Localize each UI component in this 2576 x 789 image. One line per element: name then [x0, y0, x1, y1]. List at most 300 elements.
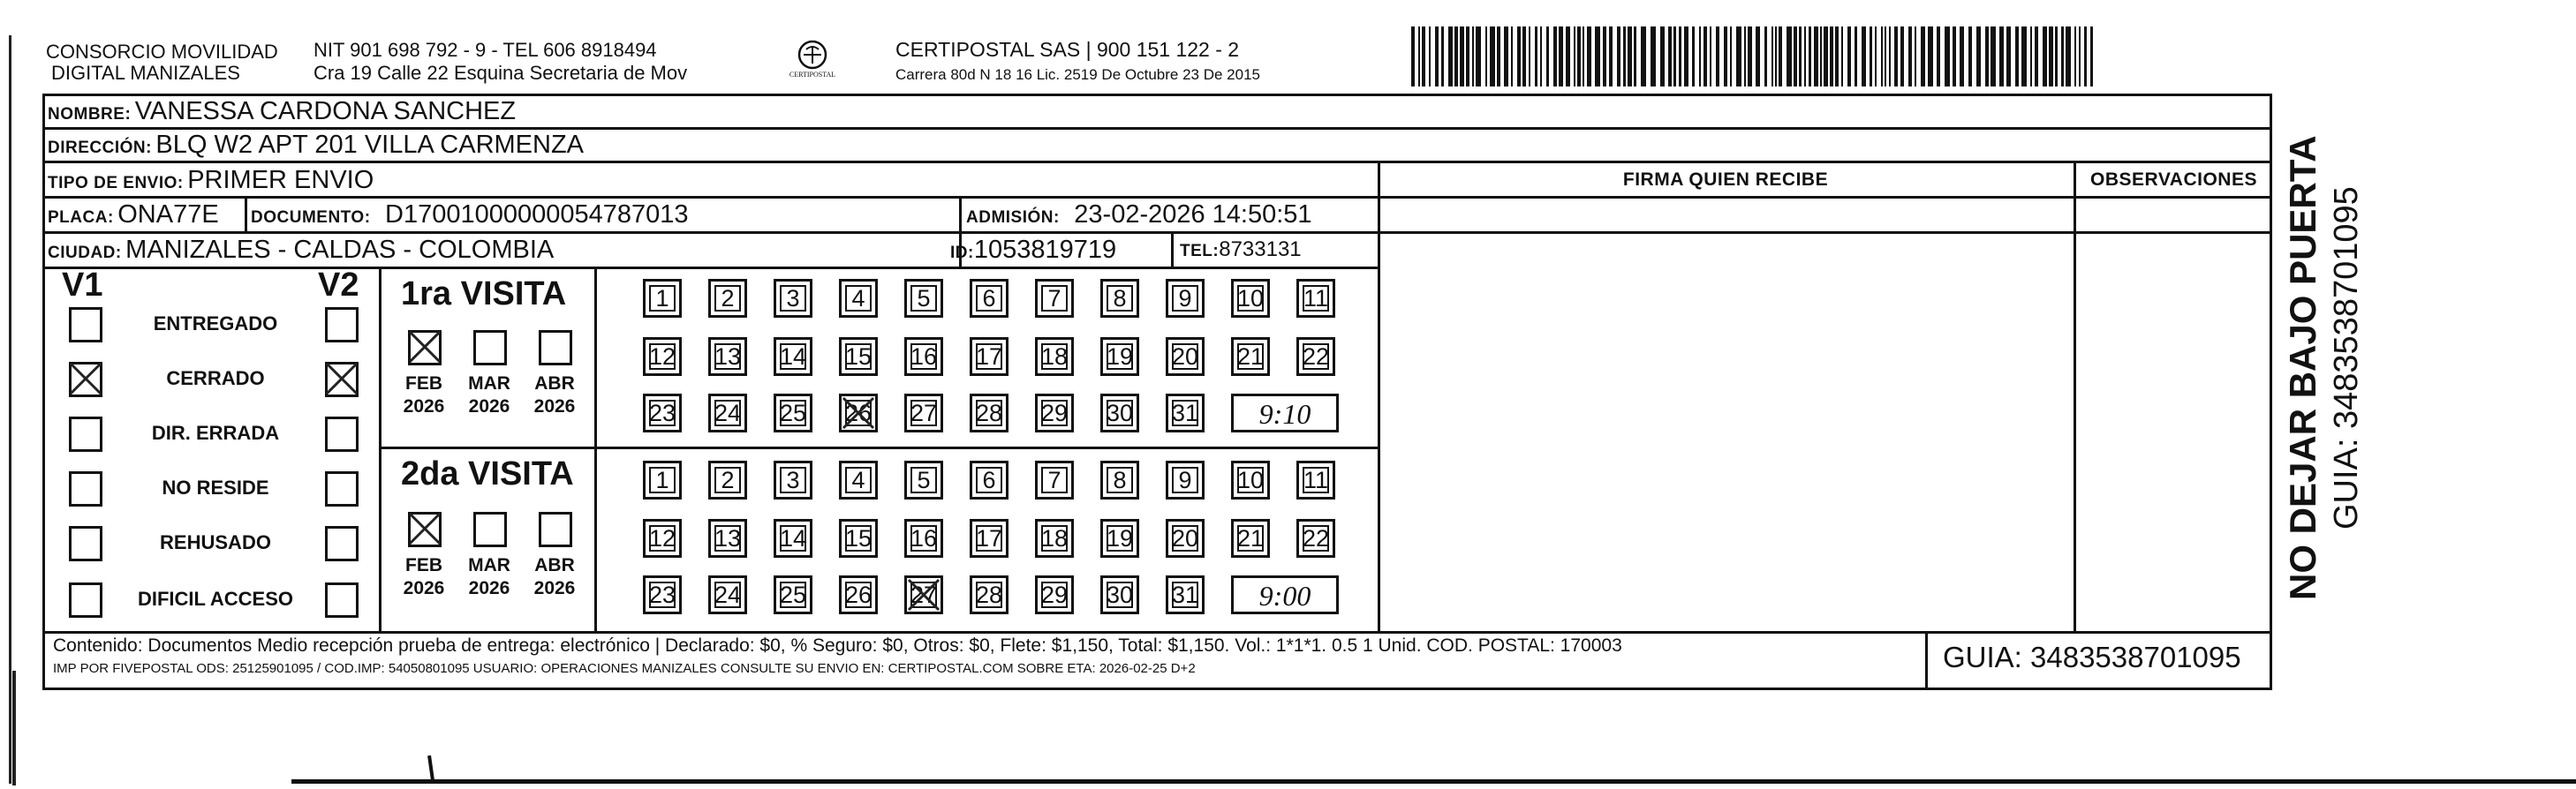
visit2-day-number: 30 [1106, 581, 1134, 608]
status-label: ENTREGADO [153, 312, 278, 334]
month-name: ABR [534, 373, 575, 394]
visit2-title: 2da VISITA [401, 455, 574, 492]
month-year: 2026 [533, 578, 576, 598]
visit1-day-number: 27 [910, 399, 938, 426]
barcode-bar [1889, 26, 1891, 86]
visit2-day-number: 28 [975, 581, 1003, 608]
visit1-day-8[interactable] [1100, 279, 1139, 318]
visit2-day-number: 19 [1106, 524, 1134, 552]
barcode-bar [1673, 26, 1676, 86]
visit1-day-27[interactable] [904, 394, 943, 432]
v2-checkbox-1[interactable] [325, 307, 359, 342]
visit2-day-8[interactable] [1100, 461, 1139, 500]
visit1-day-18[interactable] [1035, 337, 1074, 376]
v1-checkbox-4[interactable] [69, 471, 102, 507]
barcode-bar [2015, 26, 2019, 86]
barcode-bar [1418, 26, 1420, 86]
tel-value: 8733131 [1219, 237, 1302, 261]
visit1-day-12[interactable] [643, 337, 682, 376]
barcode-bar [1894, 26, 1898, 86]
barcode-bar [1566, 26, 1570, 86]
visit1-day-1[interactable] [643, 279, 682, 318]
status-label: CERRADO [166, 367, 265, 389]
footer-guia: GUIA: 3483538701095 [1943, 641, 2241, 673]
placa-label: PLACA: [48, 208, 114, 227]
barcode-bar [1454, 26, 1458, 86]
barcode-bar [1429, 26, 1431, 86]
visit2-month-mark [404, 508, 445, 553]
scan-edge [9, 35, 11, 784]
visit1-day-number: 24 [714, 399, 742, 426]
visit2-day-24[interactable] [708, 575, 747, 614]
visit2-day-25[interactable] [774, 575, 812, 614]
visit2-day-10[interactable] [1231, 461, 1270, 500]
visit1-day-number: 10 [1236, 284, 1265, 312]
v1-checkbox-3[interactable] [69, 417, 102, 452]
visit1-day-number: 17 [975, 342, 1003, 370]
barcode-bar [1921, 26, 1925, 86]
barcode-bar [1775, 26, 1777, 86]
certipostal-logo [777, 37, 848, 90]
company-name-line2: DIGITAL MANIZALES [51, 62, 240, 84]
visit1-title: 1ra VISITA [401, 275, 567, 312]
visit1-day-number: 19 [1106, 342, 1134, 370]
visit1-day-number: 15 [844, 342, 873, 370]
barcode-bar [2035, 26, 2038, 86]
visit2-month-label [463, 554, 516, 600]
visit1-month-mark [404, 327, 445, 372]
visit2-month-box-abr[interactable] [539, 512, 572, 547]
company-address: Cra 19 Calle 22 Esquina Secretaria de Mov [314, 62, 688, 84]
barcode-bar [1794, 26, 1797, 86]
visit1-month-box-abr[interactable] [539, 330, 572, 365]
visit1-day-30[interactable] [1100, 394, 1139, 432]
barcode-bar [1634, 26, 1636, 86]
visit1-day-number: 16 [910, 342, 938, 370]
month-name: MAR [468, 373, 510, 394]
visit1-day-number: 8 [1113, 284, 1127, 312]
barcode-bar [1651, 26, 1656, 86]
barcode-bar [2061, 26, 2064, 86]
visit1-day-number: 1 [655, 284, 669, 312]
barcode-bar [1841, 26, 1843, 86]
visit1-day-number: 25 [779, 399, 807, 426]
admision-field [966, 199, 1312, 235]
visit2-day-number: 20 [1171, 524, 1199, 552]
barcode-bar [1641, 26, 1646, 86]
barcode-bar [2049, 26, 2053, 86]
visit2-day-1[interactable] [643, 461, 682, 500]
barcode-bar [2055, 26, 2058, 86]
direccion-row [48, 129, 584, 165]
barcode-bar [2079, 26, 2081, 86]
visit1-day-16[interactable] [904, 337, 943, 376]
visit2-day-3[interactable] [774, 461, 812, 500]
visit1-day-19[interactable] [1100, 337, 1139, 376]
visit2-month-label [397, 554, 450, 600]
barcode-bar [1595, 26, 1600, 86]
visit1-day-3[interactable] [774, 279, 812, 318]
visit2-day-number: 23 [648, 581, 676, 608]
barcode-bar [1809, 26, 1811, 86]
visit2-day-number: 1 [655, 466, 669, 493]
barcode-bar [1448, 26, 1453, 86]
barcode-bar [2084, 26, 2087, 86]
barcode-bar [1976, 26, 1981, 86]
barcode-bar [1490, 26, 1495, 86]
barcode-bar [1960, 26, 1964, 86]
ciudad-label: CIUDAD: [48, 244, 122, 262]
visit1-day-number: 6 [982, 284, 996, 312]
visit2-day-number: 13 [714, 524, 742, 552]
visit2-day-23[interactable] [643, 575, 682, 614]
visit1-month-box-mar[interactable] [473, 330, 507, 365]
tipo-envio-value: PRIMER ENVIO [187, 166, 374, 194]
visit2-day-7[interactable] [1035, 461, 1074, 500]
tipo-envio-label: TIPO DE ENVIO: [48, 174, 184, 192]
barcode-bar [1511, 26, 1513, 86]
barcode-bar [1835, 26, 1839, 86]
barcode-bar [1824, 26, 1828, 86]
barcode-bar [1730, 26, 1732, 86]
barcode-bar [1684, 26, 1688, 86]
visit2-day-11[interactable] [1296, 461, 1335, 500]
barcode-bar [1623, 26, 1626, 86]
tel-field [1180, 234, 1302, 268]
visit2-day-number: 21 [1236, 524, 1265, 552]
visit1-day-number: 23 [648, 399, 676, 426]
visit1-day-number: 30 [1106, 399, 1134, 426]
visit2-day-14[interactable] [774, 519, 812, 558]
barcode-bar [1928, 26, 1933, 86]
footer-contenido: Contenido: Documentos Medio recepción prueba de entrega: electrónico | Declarado: $0, % Seguro: $0, Otros: $0, Flete: $1,150, Total: $1,150. Vol.: 1*1*1. 0.5 1 Unid. COD. POSTAL: 170003 [53, 635, 1622, 656]
visit1-day-number: 9 [1178, 284, 1192, 312]
visit1-day-number: 18 [1040, 342, 1069, 370]
visit2-day-6[interactable] [970, 461, 1008, 500]
barcode-bar [1744, 26, 1746, 86]
visit1-day-number: 26 [844, 399, 873, 426]
visit1-day-number: 22 [1302, 342, 1330, 370]
visit2-time-box[interactable]: 9:00 [1231, 575, 1339, 614]
ciudad-field [48, 234, 554, 270]
nombre-label: NOMBRE: [48, 105, 132, 124]
barcode-bar [1985, 26, 1989, 86]
barcode-bar [1668, 26, 1672, 86]
visit1-day-23[interactable] [643, 394, 682, 432]
month-year: 2026 [533, 396, 576, 417]
barcode-bar [1422, 26, 1425, 86]
ciudad-value: MANIZALES - CALDAS - COLOMBIA [125, 236, 555, 264]
visit2-day-18[interactable] [1035, 519, 1074, 558]
visit1-day-4[interactable] [839, 279, 878, 318]
visit2-day-number: 7 [1047, 466, 1061, 493]
barcode-bar [1485, 26, 1487, 86]
visit2-day-number: 12 [648, 524, 676, 552]
visit2-day-13[interactable] [708, 519, 747, 558]
visit2-day-9[interactable] [1166, 461, 1205, 500]
nombre-row [48, 95, 516, 132]
month-name: FEB [405, 373, 442, 394]
company-nit: NIT 901 698 792 - 9 - TEL 606 8918494 [314, 39, 657, 61]
barcode-bar [1953, 26, 1956, 86]
v1-checkbox-6[interactable] [69, 582, 102, 618]
nombre-value: VANESSA CARDONA SANCHEZ [134, 97, 517, 125]
visit2-day-number: 5 [917, 466, 931, 493]
barcode-bar [1441, 26, 1444, 86]
v2-checkbox-5[interactable] [325, 526, 359, 561]
month-year: 2026 [468, 396, 510, 417]
visit1-month-label [463, 372, 516, 418]
visit1-day-number: 13 [714, 342, 742, 370]
documento-value: D17001000000054787013 [385, 200, 689, 229]
placa-field [48, 199, 219, 235]
barcode-bar [1999, 26, 2004, 86]
observaciones-header: OBSERVACIONES [2090, 169, 2257, 190]
barcode-bar [1411, 26, 1415, 86]
visit1-month-label [528, 372, 581, 418]
admision-value: 23-02-2026 14:50:51 [1074, 200, 1312, 229]
visit2-day-16[interactable] [904, 519, 943, 558]
barcode-bar [1466, 26, 1469, 86]
barcode-bar [2006, 26, 2011, 86]
barcode-bar [1529, 26, 1530, 86]
visit1-day-31[interactable] [1166, 394, 1205, 432]
documento-label: DOCUMENTO: [251, 208, 371, 227]
visit1-day-10[interactable] [1231, 279, 1270, 318]
barcode-bar [1587, 26, 1591, 86]
barcode-bar [1968, 26, 1972, 86]
visit2-day-number: 3 [786, 466, 800, 493]
visit2-day-19[interactable] [1100, 519, 1139, 558]
barcode-bar [1435, 26, 1439, 86]
v2-header: V2 [318, 267, 359, 304]
visit2-month-box-mar[interactable] [473, 512, 507, 547]
barcode-bar [1771, 26, 1773, 86]
visit2-day-number: 16 [910, 524, 938, 552]
visit1-day-20[interactable] [1166, 337, 1205, 376]
barcode-bar [2090, 26, 2093, 86]
barcode-bar [1522, 26, 1526, 86]
visit1-month-label [397, 372, 450, 418]
visit1-day-14[interactable] [774, 337, 812, 376]
barcode [1411, 26, 2100, 86]
barcode-bar [1900, 26, 1904, 86]
visit2-day-number: 25 [779, 581, 807, 608]
admision-label: ADMISIÓN: [966, 208, 1060, 227]
barcode-bar [1724, 26, 1727, 86]
visit1-day-15[interactable] [839, 337, 878, 376]
visit2-day-mark [903, 575, 944, 620]
visit2-day-30[interactable] [1100, 575, 1139, 614]
barcode-bar [1779, 26, 1782, 86]
barcode-bar [1945, 26, 1950, 86]
barcode-bar [1804, 26, 1806, 86]
barcode-bar [1553, 26, 1557, 86]
v1-header: V1 [62, 267, 103, 304]
visit2-day-26[interactable] [839, 575, 878, 614]
barcode-bar [1875, 26, 1877, 86]
month-name: FEB [405, 555, 442, 575]
courier-name: CERTIPOSTAL SAS | 900 151 122 - 2 [895, 38, 1240, 61]
barcode-bar [2066, 26, 2071, 86]
barcode-bar [1937, 26, 1940, 86]
visit2-day-number: 15 [844, 524, 873, 552]
placa-value: ONA77E [117, 200, 219, 229]
barcode-bar [1915, 26, 1916, 86]
visit2-day-number: 6 [982, 466, 996, 493]
status-label: NO RESIDE [162, 477, 269, 499]
visit2-day-number: 29 [1040, 581, 1069, 608]
barcode-bar [1881, 26, 1883, 86]
month-year: 2026 [468, 578, 510, 598]
visit2-day-2[interactable] [708, 461, 747, 500]
visit2-day-15[interactable] [839, 519, 878, 558]
side-guia: GUIA: 3483538701095 [2328, 186, 2365, 530]
barcode-bar [1908, 26, 1912, 86]
visit2-day-number: 31 [1171, 581, 1199, 608]
visit1-day-17[interactable] [970, 337, 1008, 376]
visit2-day-number: 22 [1302, 524, 1330, 552]
visit1-day-11[interactable] [1296, 279, 1335, 318]
documento-field [251, 199, 689, 235]
visit1-day-24[interactable] [708, 394, 747, 432]
barcode-bar [1862, 26, 1866, 86]
bottom-scan-edge [291, 779, 2576, 784]
visit2-day-number: 2 [721, 466, 735, 493]
barcode-bar [1628, 26, 1632, 86]
barcode-bar [1748, 26, 1752, 86]
barcode-bar [2043, 26, 2047, 86]
visit2-month-label [528, 554, 581, 600]
firma-header: FIRMA QUIEN RECIBE [1622, 169, 1829, 190]
visit2-day-21[interactable] [1231, 519, 1270, 558]
barcode-bar [1472, 26, 1474, 86]
footer-imp: IMP POR FIVEPOSTAL ODS: 25125901095 / COD.IMP: 54050801095 USUARIO: OPERACIONES MANIZALES CONSULTE SU ENVIO EN: CERTIPOSTAL.COM SOBRE ETA: 2026-02-25 D+2 [53, 661, 1196, 676]
visit1-day-5[interactable] [904, 279, 943, 318]
visit1-day-number: 14 [779, 342, 807, 370]
visit1-time-box[interactable]: 9:10 [1231, 394, 1339, 432]
barcode-bar [1830, 26, 1833, 86]
visit2-day-17[interactable] [970, 519, 1008, 558]
barcode-bar [1535, 26, 1537, 86]
barcode-bar [1574, 26, 1575, 86]
barcode-bar [1716, 26, 1719, 86]
v1-checkbox-1[interactable] [69, 307, 102, 342]
barcode-bar [1814, 26, 1818, 86]
visit1-day-number: 28 [975, 399, 1003, 426]
barcode-bar [1617, 26, 1620, 86]
visit1-day-29[interactable] [1035, 394, 1074, 432]
courier-license: Carrera 80d N 18 16 Lic. 2519 De Octubre 23 De 2015 [895, 66, 1260, 83]
barcode-bar [2030, 26, 2032, 86]
visit2-day-number: 24 [714, 581, 742, 608]
status-label: DIR. ERRADA [151, 422, 280, 444]
visit1-day-2[interactable] [708, 279, 747, 318]
visit2-day-number: 18 [1040, 524, 1069, 552]
visit1-day-number: 31 [1171, 399, 1199, 426]
barcode-bar [1603, 26, 1606, 86]
visit1-day-9[interactable] [1166, 279, 1205, 318]
visit1-day-6[interactable] [970, 279, 1008, 318]
barcode-bar [1870, 26, 1872, 86]
visit2-day-12[interactable] [643, 519, 682, 558]
barcode-bar [1540, 26, 1542, 86]
visit1-day-mark [838, 393, 879, 438]
id-field [950, 234, 1116, 270]
edge-tick [427, 755, 434, 780]
visit2-day-4[interactable] [839, 461, 878, 500]
barcode-bar [1820, 26, 1822, 86]
barcode-bar [1679, 26, 1681, 86]
barcode-bar [1504, 26, 1508, 86]
visit2-day-31[interactable] [1166, 575, 1205, 614]
visit2-day-number: 11 [1303, 466, 1329, 493]
visit1-day-21[interactable] [1231, 337, 1270, 376]
barcode-bar [1855, 26, 1857, 86]
logo-caption: CERTIPOSTAL [789, 71, 836, 79]
scan-edge-dark [12, 671, 16, 785]
visit1-day-22[interactable] [1296, 337, 1335, 376]
barcode-bar [1692, 26, 1695, 86]
no-dejar-bajo-puerta: NO DEJAR BAJO PUERTA [2282, 135, 2323, 600]
visit1-day-25[interactable] [774, 394, 812, 432]
v1-checkbox-5[interactable] [69, 526, 102, 561]
barcode-bar [1756, 26, 1760, 86]
barcode-bar [1799, 26, 1802, 86]
barcode-bar [1559, 26, 1563, 86]
direccion-value: BLQ W2 APT 201 VILLA CARMENZA [155, 131, 585, 159]
visit2-day-number: 17 [975, 524, 1003, 552]
id-label: ID: [950, 244, 974, 262]
visit1-day-28[interactable] [970, 394, 1008, 432]
visit2-day-number: 4 [851, 466, 865, 493]
barcode-bar [1476, 26, 1481, 86]
v2-checkmark [321, 358, 362, 403]
status-label: REHUSADO [160, 531, 271, 553]
barcode-bar [1577, 26, 1581, 86]
visit1-day-number: 3 [786, 284, 800, 312]
visit1-day-number: 21 [1236, 342, 1265, 370]
v2-checkbox-6[interactable] [325, 582, 359, 618]
visit1-day-number: 11 [1303, 284, 1329, 312]
barcode-bar [1847, 26, 1851, 86]
month-year: 2026 [403, 578, 445, 598]
visit2-day-number: 26 [844, 581, 873, 608]
barcode-bar [1546, 26, 1549, 86]
visit2-day-number: 10 [1236, 466, 1265, 493]
visit1-day-7[interactable] [1035, 279, 1074, 318]
v2-checkbox-4[interactable] [325, 471, 359, 507]
tel-label: TEL: [1180, 242, 1220, 260]
visit1-day-number: 7 [1047, 284, 1061, 312]
visit1-day-number: 20 [1171, 342, 1199, 370]
visit2-day-29[interactable] [1035, 575, 1074, 614]
company-name-line1: CONSORCIO MOVILIDAD [46, 41, 278, 63]
visit2-day-28[interactable] [970, 575, 1008, 614]
visit1-day-13[interactable] [708, 337, 747, 376]
barcode-bar [1885, 26, 1886, 86]
month-name: MAR [468, 555, 510, 575]
visit2-day-20[interactable] [1166, 519, 1205, 558]
visit2-day-22[interactable] [1296, 519, 1335, 558]
visit2-day-number: 14 [779, 524, 807, 552]
barcode-bar [1609, 26, 1613, 86]
month-name: ABR [534, 555, 575, 575]
v2-checkbox-3[interactable] [325, 417, 359, 452]
visit2-day-5[interactable] [904, 461, 943, 500]
barcode-bar [1497, 26, 1500, 86]
visit1-day-number: 4 [851, 284, 865, 312]
